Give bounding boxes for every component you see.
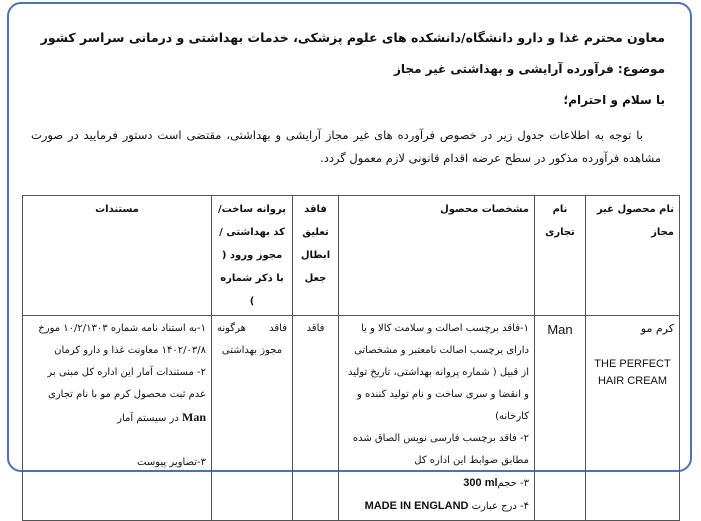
- spec-origin: MADE IN ENGLAND: [364, 500, 469, 512]
- header-permit: پروانه ساخت/کد بهداشتی / مجوز ورود ( با ذکر شماره ): [212, 196, 293, 316]
- doc-item-2-pre: ۲- مستندات آمار این اداره کل مبنی بر عدم ثبت محصول کرم مو با نام تجاری: [47, 367, 206, 400]
- permit-b: هرگونه: [217, 323, 246, 334]
- spec-item-3-label: ۳- حجم: [497, 478, 529, 489]
- header-suspension: فاقد تعلیق ابطال جعل: [293, 196, 339, 316]
- doc-item-2-brand: Man: [182, 410, 206, 424]
- header-product-name: نام محصول غیر مجاز: [586, 196, 680, 316]
- doc-item-2: [28, 362, 206, 430]
- cell-permit: [212, 316, 293, 521]
- products-table: [22, 195, 680, 521]
- permit-c: مجوز بهداشتی: [221, 345, 283, 356]
- table-header-row: [23, 196, 680, 316]
- spec-item-1: ۱-فاقد برچسب اصالت و سلامت کالا و یا دارای برچسب اصالت نامعتبر و مشخصاتی از قبیل ( شماره پروانه بهداشتی، تاریخ تولید و انقضا و سری ساخت و نام تولید کننده و کارخانه): [347, 323, 529, 422]
- spec-item-3: [344, 472, 529, 495]
- greeting-line: با سلام و احترام؛: [563, 93, 665, 107]
- spec-volume: 300 ml: [463, 477, 498, 489]
- permit-a: فاقد: [269, 323, 287, 334]
- header-brand: نام تجاری: [535, 196, 586, 316]
- doc-item-3: ۳-تصاویر پیوست: [137, 457, 206, 468]
- doc-item-1: ۱-به استناد نامه شماره ۱۰/۲/۱۳۰۳ مورخ ۱۴۰۲/۰۳/۸ معاونت غذا و دارو کرمان: [38, 323, 206, 356]
- header-documents: مستندات: [23, 196, 212, 316]
- table-row: [23, 316, 680, 521]
- cell-documents: [23, 316, 212, 521]
- brand-value: Man: [547, 322, 573, 337]
- doc-item-2-post: در سیستم آمار: [117, 413, 179, 424]
- cell-product-name: [586, 316, 680, 521]
- letter-body: [31, 124, 661, 170]
- cell-brand: [535, 316, 586, 521]
- subject-line: موضوع: فرآورده آرایشی و بهداشتی غیر مجاز: [394, 62, 665, 76]
- spec-item-4: [344, 495, 529, 518]
- permit-line-1: [217, 318, 287, 340]
- spec-item-4-label: ۴- درج عبارت: [471, 501, 529, 512]
- cell-suspension: فاقد: [293, 316, 339, 521]
- product-name-en: THE PERFECT HAIR CREAM: [594, 358, 671, 387]
- addressee-line: معاون محترم غذا و دارو دانشگاه/دانشکده های علوم پزشکی، خدمات بهداشتی و درمانی سراسر کشور: [40, 30, 665, 45]
- cell-specifications: [339, 316, 535, 521]
- product-name-fa: کرم مو: [640, 322, 674, 335]
- header-specifications: مشخصات محصول: [339, 196, 535, 316]
- letter-body-text: با توجه به اطلاعات جدول زیر در خصوص فرآورده های غیر مجاز آرایشی و بهداشتی، مقتضی است دستور فرمایید در صورت مشاهده فرآورده مذکور در سطح عرضه اقدام قانونی لازم معمول گردد.: [31, 128, 661, 165]
- spec-item-2: ۲- فاقد برچسب فارسی نویس الصاق شده مطابق ضوابط این اداره کل: [352, 433, 529, 466]
